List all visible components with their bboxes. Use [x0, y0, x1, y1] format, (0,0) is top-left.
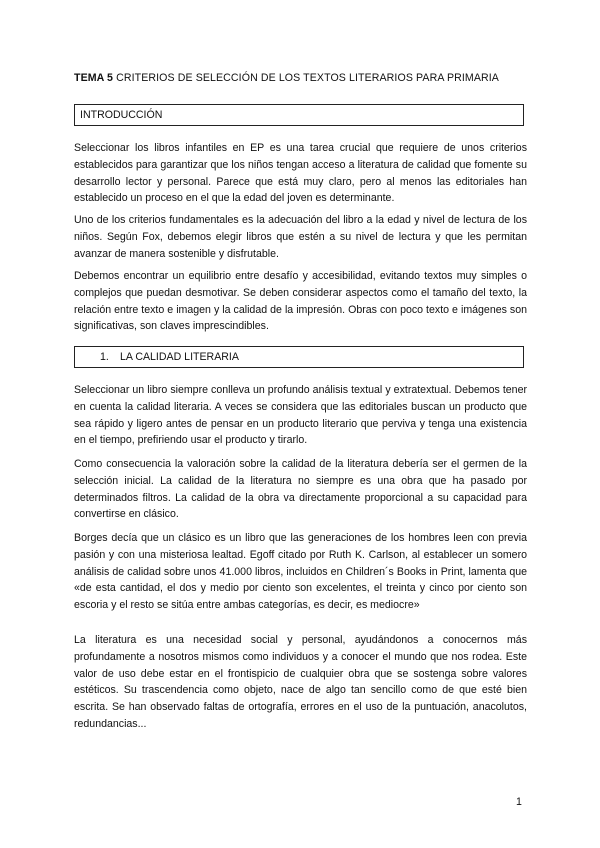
paragraph: Seleccionar los libros infantiles en EP es una tarea crucial que requiere de unos criterios establecidos para garantizar que los niños tengan acceso a literatura de calidad que fomente su desarrollo lector y personal. Parece que está muy claro, pero al menos las editoriales han establecido un proceso en el que la edad del joven es determinante. — [74, 142, 527, 205]
heading-calidad-literaria — [74, 346, 524, 368]
paragraph: Seleccionar un libro siempre conlleva un profundo análisis textual y extratextual. Debemos tener en cuenta la calidad literaria. A veces se considera que las editoriales buscan un producto que sea rápido y ligero antes de pensar en un producto literario que perviva y tenga una existencia en el tiempo, prefiriendo usar el producto y tirarlo. — [74, 384, 527, 447]
title-label: TEMA 5 — [74, 72, 114, 84]
heading-introduccion — [74, 104, 524, 126]
heading-number: 1. — [100, 351, 109, 363]
document-title — [74, 72, 534, 84]
paragraph: Debemos encontrar un equilibrio entre desafío y accesibilidad, evitando textos muy simples o complejos que puedan desmotivar. Se deben considerar aspectos como el tamaño del texto, la relación entre texto e imagen y la calidad de la impresión. Obras con poco texto e imágenes son significativas, son claves imprescindibles. — [74, 270, 527, 333]
page-number: 1 — [516, 796, 522, 808]
heading-text: INTRODUCCIÓN — [80, 109, 163, 121]
title-text: CRITERIOS DE SELECCIÓN DE LOS TEXTOS LITERARIOS PARA PRIMARIA — [113, 72, 499, 84]
heading-text: LA CALIDAD LITERARIA — [120, 351, 239, 363]
paragraph: Borges decía que un clásico es un libro que las generaciones de los hombres leen con previa pasión y con una misteriosa lealtad. Egoff citado por Ruth K. Carlson, al establecer un somero análisis de calidad sobre unos 41.000 libros, incluidos en Children´s Books in Print, lamenta que «de esta cantidad, el dos y medio por ciento son excelentes, el treinta y cinco por ciento son escoria y el resto se sitúa entre ambas categorías, es decir, es mediocre» — [74, 532, 527, 612]
paragraph: La literatura es una necesidad social y personal, ayudándonos a conocernos más profundamente a nosotros mismos como individuos y a conocer el mundo que nos rodea. Este valor de uso debe estar en el frontispicio de cualquier obra que se sostenga sobre valores estéticos. Su trascendencia como objeto, nace de algo tan sencillo como de que esté bien escrita. Se han observado faltas de ortografía, errores en el uso de la puntuación, anacolutos, redundancias... — [74, 634, 527, 730]
paragraph: Uno de los criterios fundamentales es la adecuación del libro a la edad y nivel de lectura de los niños. Según Fox, debemos elegir libros que estén a su nivel de lectura y que les permitan avanzar de manera sostenible y disfrutable. — [74, 214, 527, 260]
paragraph: Como consecuencia la valoración sobre la calidad de la literatura debería ser el germen de la selección inicial. La calidad de la literatura no siempre es una obra que ha pasado por determinados filtros. La calidad de la obra va directamente proporcional a su capacidad para convertirse en clásico. — [74, 458, 527, 521]
